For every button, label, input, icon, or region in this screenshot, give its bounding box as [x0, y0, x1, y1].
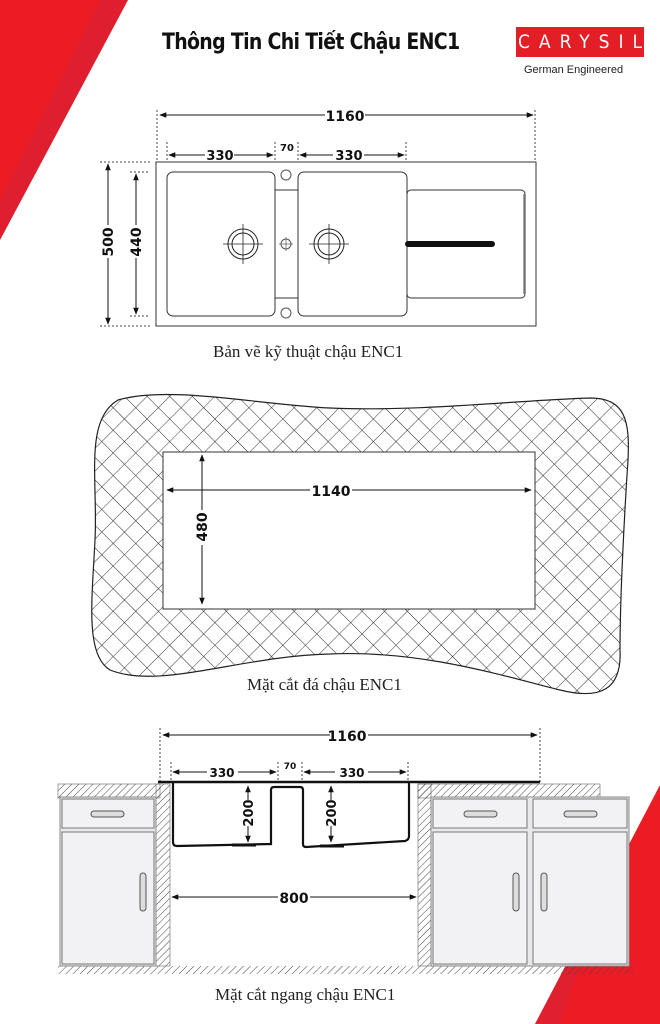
brand-tagline: German Engineered: [524, 64, 624, 76]
dim-bowl-left-width: 330: [206, 149, 234, 164]
dim-section-gap: 70: [283, 762, 297, 772]
dim-overall-width: 1160: [325, 109, 365, 125]
dim-bowl-depth: 440: [129, 227, 145, 257]
left-cabinet: [60, 797, 156, 966]
dim-gap: 70: [280, 143, 294, 154]
dim-cabinet-opening: 800: [279, 891, 309, 907]
dim-section-bowl-left: 330: [209, 766, 235, 780]
cutout-caption: Mặt cắt đá chậu ENC1: [247, 675, 402, 694]
top-view-caption: Bản vẽ kỹ thuật chậu ENC1: [213, 342, 404, 361]
dim-overall-depth: 500: [101, 227, 117, 257]
section-caption: Mặt cắt ngang chậu ENC1: [215, 985, 396, 1004]
dim-section-bowl-right-depth: 200: [325, 799, 340, 827]
dim-section-bowl-right: 330: [339, 766, 365, 780]
dim-section-bowl-left-depth: 200: [242, 799, 257, 827]
dim-cutout-width: 1140: [311, 484, 351, 500]
dim-cutout-depth: 480: [195, 512, 211, 542]
brand-logo: CARYSIL: [516, 27, 644, 57]
dim-bowl-right-width: 330: [335, 149, 363, 164]
dim-section-overall-width: 1160: [327, 729, 367, 745]
right-cabinets: [431, 797, 629, 966]
page-title: Thông Tin Chi Tiết Chậu ENC1: [162, 30, 460, 55]
